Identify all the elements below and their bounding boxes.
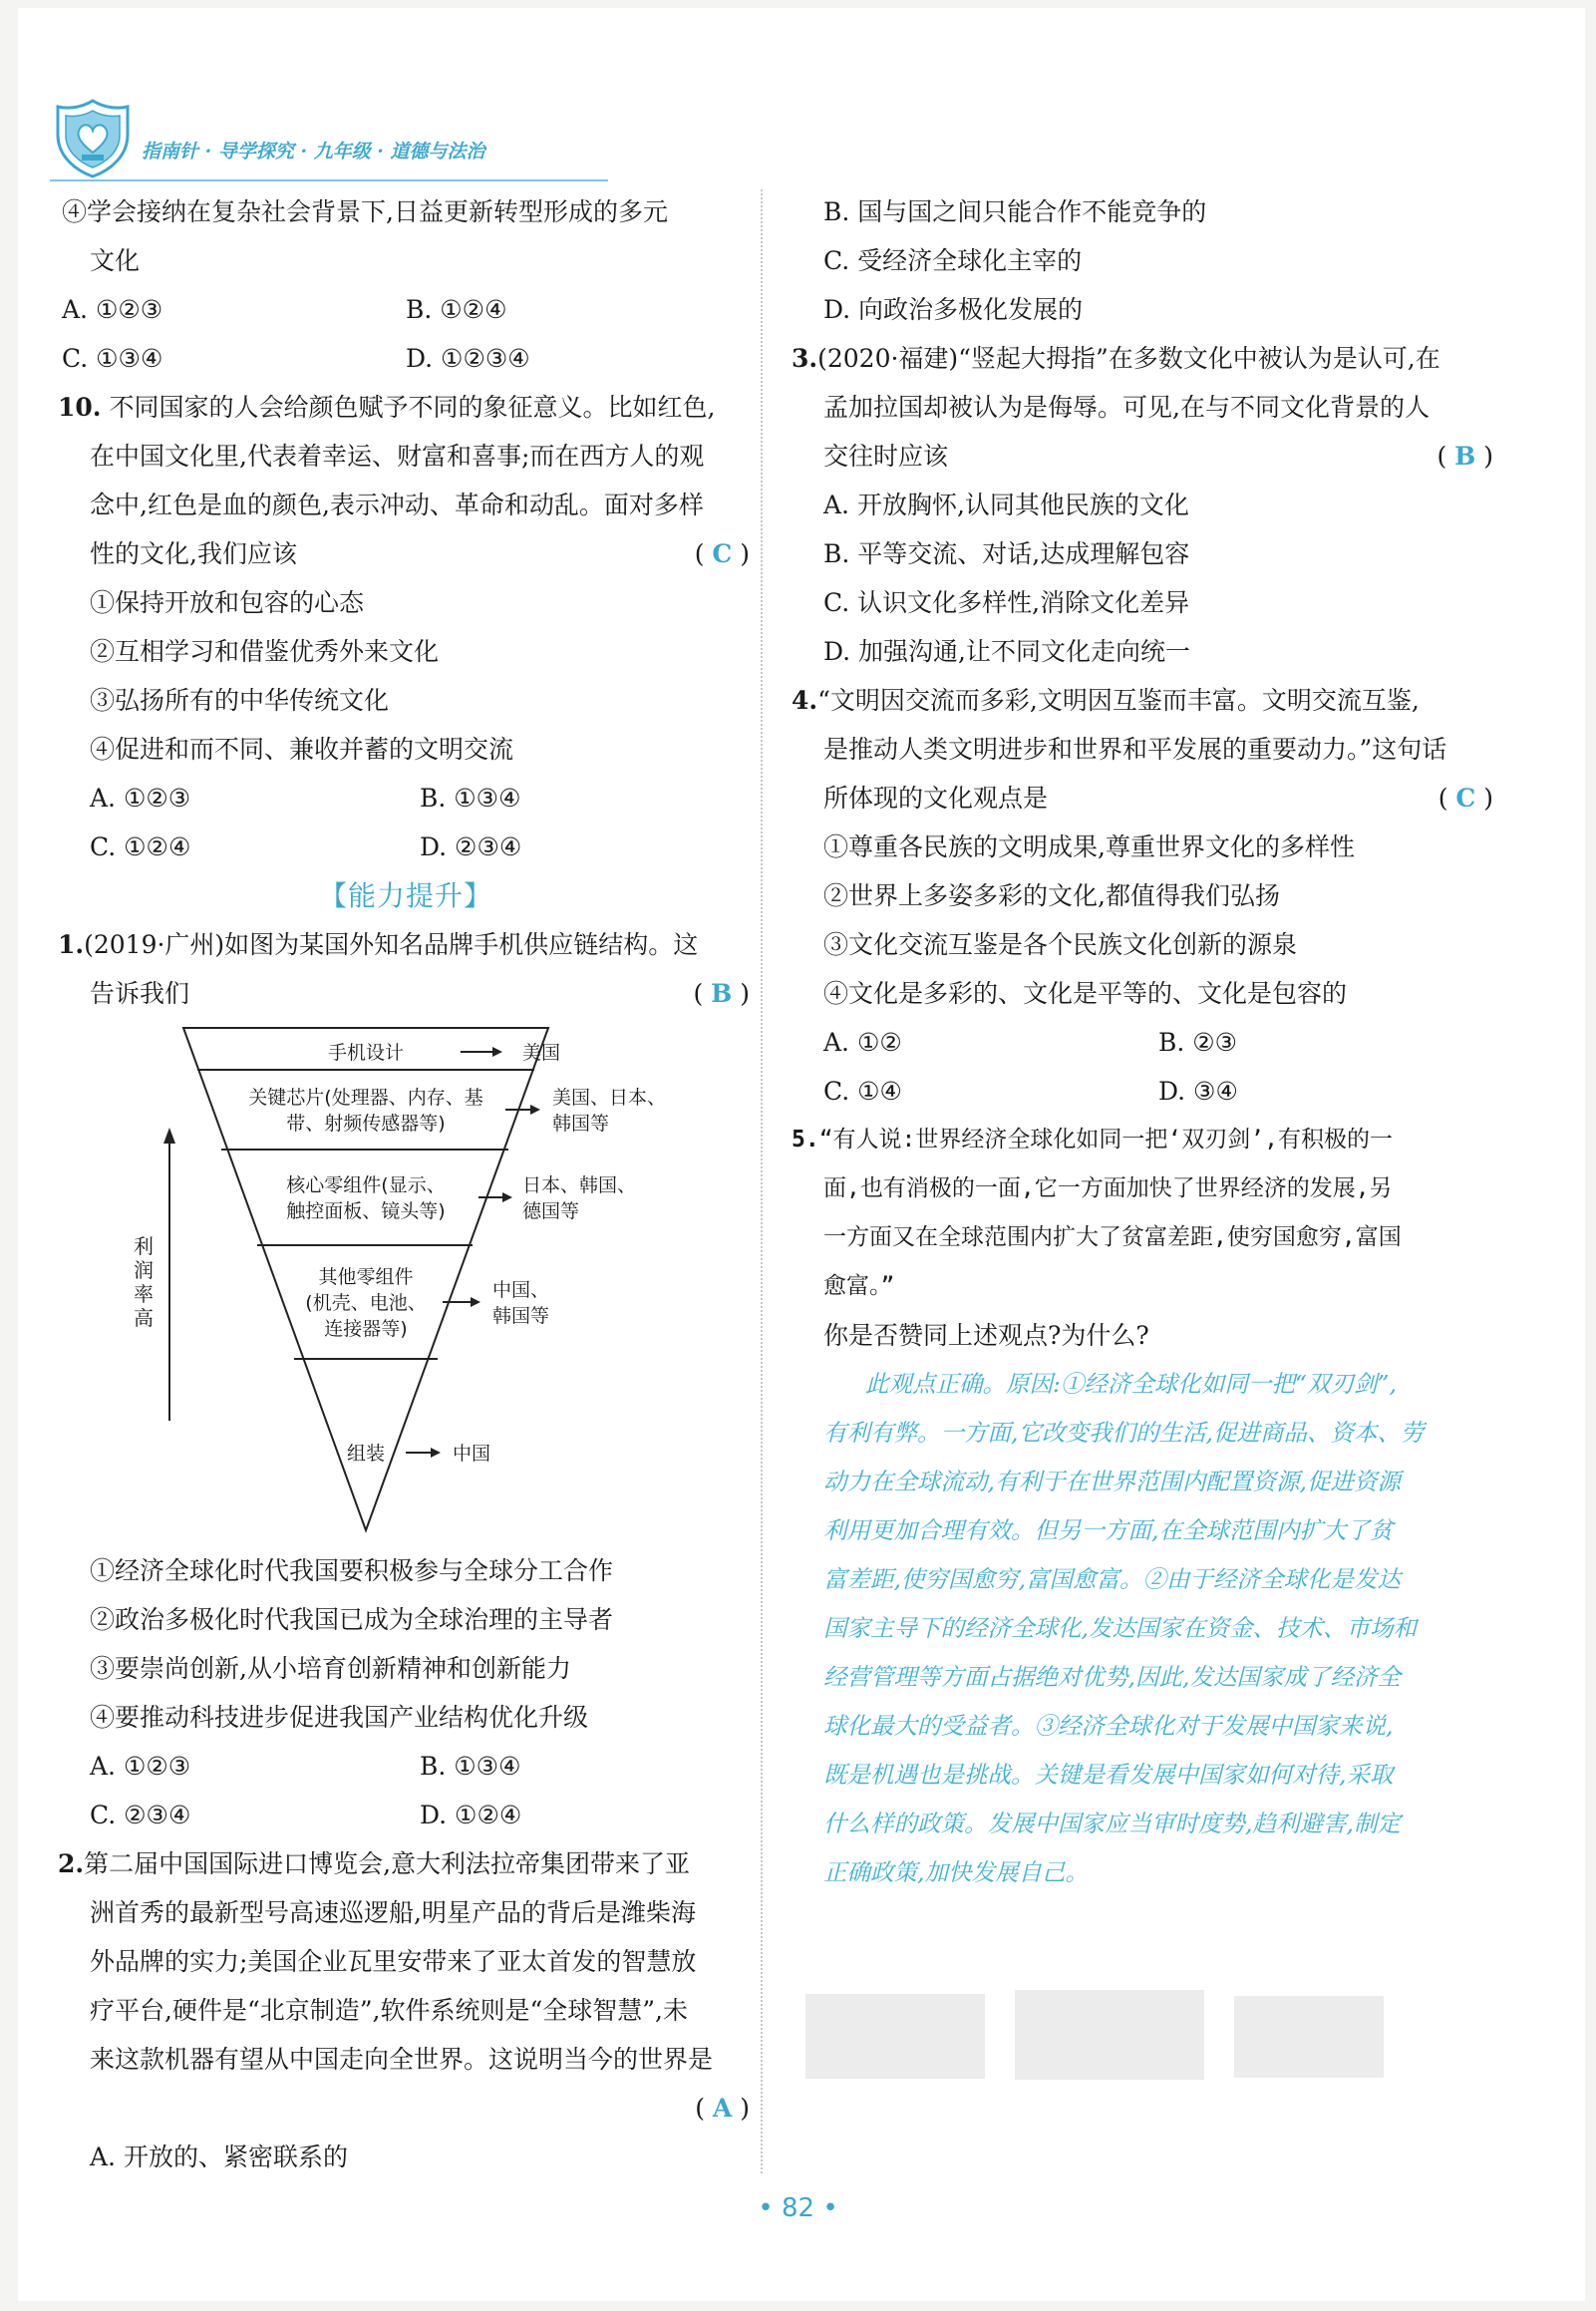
- axis-label-char: 利: [134, 1234, 154, 1258]
- q2-answer: ( A ): [695, 2094, 750, 2123]
- q5-number: 5.: [792, 1127, 819, 1153]
- q3-text-3: 交往时应该: [823, 442, 949, 471]
- q4-stem-line3: [796, 774, 1493, 823]
- layer-label-4: 其他零组件: [318, 1266, 414, 1288]
- q5-answer-line3: 动力在全球流动,有利于在世界范围内配置资源,促进资源: [823, 1468, 1401, 1495]
- layer-label-3: 核心零组件(显示、: [286, 1174, 446, 1196]
- bleed-through-images: [805, 1984, 1404, 2084]
- q10-answer-letter: C: [712, 539, 733, 568]
- q4-option-2: ②世界上多姿多彩的文化,都值得我们弘扬: [823, 881, 1280, 910]
- country-label-1: 美国: [522, 1042, 561, 1064]
- q5-answer-line6: 国家主导下的经济全球化,发达国家在资金、技术、市场和: [823, 1614, 1417, 1642]
- section-title: 【能力提升】: [318, 879, 492, 912]
- q3-choice-d: D. 加强沟通,让不同文化走向统一: [823, 637, 1190, 666]
- layer-label-5: 组装: [346, 1443, 386, 1465]
- q2-stem-line2: 洲首秀的最新型号高速巡逻船,明星产品的背后是潍柴海: [90, 1898, 696, 1927]
- q4-answer-letter: C: [1455, 784, 1476, 813]
- left-column: [58, 187, 750, 2181]
- q2-choice-c: C. 受经济全球化主宰的: [823, 246, 1083, 275]
- q3-answer: ( B ): [1436, 442, 1493, 471]
- country-label-3: 日本、韩国、: [522, 1174, 637, 1196]
- supply-chain-svg: [62, 1022, 750, 1540]
- layer-label-1: 手机设计: [327, 1042, 405, 1064]
- q4-number: 4.: [792, 686, 818, 715]
- q10-option-1: ①保持开放和包容的心态: [90, 588, 365, 617]
- q2-text-1: 第二届中国国际进口博览会,意大利法拉帝集团带来了亚: [84, 1849, 691, 1878]
- q1-stem-line2: [62, 969, 750, 1018]
- country-label-5: 中国: [453, 1443, 491, 1465]
- q1-choice-b: B. ①③④: [420, 1752, 521, 1781]
- q10-text-1: 不同国家的人会给颜色赋予不同的象征意义。比如红色,: [109, 393, 716, 422]
- q10-option-3: ③弘扬所有的中华传统文化: [90, 686, 390, 715]
- axis-label-char: 率: [134, 1282, 154, 1306]
- q1-choice-d: D. ①②④: [420, 1801, 522, 1829]
- country-label-4: 中国、: [492, 1279, 550, 1301]
- q9-choices-row1: [62, 285, 750, 334]
- q3-choice-b: B. 平等交流、对话,达成理解包容: [823, 539, 1190, 568]
- q5-answer-line2: 有利有弊。一方面,它改变我们的生活,促进商品、资本、劳: [823, 1419, 1425, 1447]
- q9-choice-d: D. ①②③④: [406, 344, 530, 373]
- q10-choice-c: C. ①②④: [90, 832, 191, 861]
- q1-number: 1.: [58, 930, 85, 959]
- q1-text-1: (2019·广州)如图为某国外知名品牌手机供应链结构。这: [84, 930, 699, 959]
- layer-label-4: (机壳、电池、: [305, 1292, 427, 1314]
- q2-number: 2.: [58, 1849, 85, 1878]
- q4-choices-row2: [796, 1067, 1493, 1116]
- q3-answer-letter: B: [1454, 442, 1476, 471]
- country-label-4: 韩国等: [492, 1305, 550, 1327]
- q5-answer-line1: 此观点正确。原因:①经济全球化如同一把“双刃剑”,: [865, 1370, 1397, 1398]
- q1-option-3: ③要崇尚创新,从小培育创新精神和创新能力: [90, 1654, 571, 1683]
- q4-answer: ( C ): [1437, 784, 1493, 813]
- q1-stem-line1: [58, 920, 750, 969]
- q2-choice-a: A. 开放的、紧密联系的: [90, 2143, 348, 2171]
- q9-option-4: ④学会接纳在复杂社会背景下,日益更新转型形成的多元: [62, 197, 668, 226]
- header-slogan: 指南针 · 导学探究 · 九年级 · 道德与法治: [142, 141, 485, 163]
- q4-stem-line1: [792, 676, 1493, 725]
- layer-label-4: 连接器等): [324, 1318, 408, 1340]
- q5-answer-line5: 富差距,使穷国愈穷,富国愈富。②由于经济全球化是发达: [823, 1565, 1401, 1593]
- q10-stem-line2: 在中国文化里,代表着幸运、财富和喜事;而在西方人的观: [90, 442, 705, 471]
- q5-answer-line8: 球化最大的受益者。③经济全球化对于发展中国家来说,: [823, 1712, 1394, 1740]
- q4-choice-b: B. ②③: [1158, 1028, 1238, 1057]
- q2-stem-line3: 外品牌的实力;美国企业瓦里安带来了亚太首发的智慧放: [90, 1947, 697, 1976]
- q9-choice-b: B. ①②④: [406, 295, 507, 324]
- q5-prompt: 你是否赞同上述观点?为什么?: [823, 1321, 1149, 1350]
- q10-option-4: ④促进和而不同、兼收并蓄的文明交流: [90, 735, 514, 764]
- layer-label-2: 带、射频传感器等): [286, 1113, 446, 1135]
- q1-text-2: 告诉我们: [90, 979, 190, 1008]
- q1-option-2: ②政治多极化时代我国已成为全球治理的主导者: [90, 1605, 614, 1634]
- q10-choices-row2: [62, 823, 750, 871]
- country-label-3: 德国等: [522, 1200, 580, 1222]
- q4-stem-line2: 是推动人类文明进步和世界和平发展的重要动力。”这句话: [823, 735, 1447, 764]
- column-divider: [761, 189, 763, 2173]
- q3-stem-line2: 孟加拉国却被认为是侮辱。可见,在与不同文化背景的人: [823, 393, 1430, 422]
- q1-answer: ( B ): [693, 979, 750, 1008]
- q9-choice-c: C. ①③④: [62, 344, 163, 373]
- q4-choice-c: C. ①④: [823, 1077, 902, 1106]
- q5-answer-line11: 正确政策,加快发展自己。: [823, 1858, 1089, 1886]
- arrow-head-icon: [530, 1105, 540, 1115]
- q10-stem-line1: [58, 383, 750, 432]
- profit-arrow-head-icon: [163, 1128, 175, 1144]
- q4-option-4: ④文化是多彩的、文化是平等的、文化是包容的: [823, 979, 1348, 1008]
- q2-stem-line1: [58, 1839, 750, 1888]
- layer-label-3: 触控面板、镜头等): [286, 1200, 446, 1222]
- q10-answer: ( C ): [694, 539, 750, 568]
- q3-text-1: (2020·福建)“竖起大拇指”在多数文化中被认为是认可,在: [817, 344, 1440, 373]
- q5-stem-line4: 愈富。”: [823, 1273, 895, 1299]
- q1-choice-c: C. ②③④: [90, 1801, 191, 1829]
- q4-choice-a: A. ①②: [823, 1028, 902, 1057]
- arrow-head-icon: [492, 1047, 502, 1057]
- q10-choice-d: D. ②③④: [420, 832, 522, 861]
- layer-label-2: 关键芯片(处理器、内存、基: [248, 1087, 483, 1109]
- q9-option-4-cont: 文化: [90, 246, 141, 275]
- supply-chain-diagram: [62, 1022, 750, 1540]
- q1-choices-row1: [62, 1742, 750, 1791]
- q2-choice-b: B. 国与国之间只能合作不能竞争的: [823, 197, 1207, 226]
- q3-stem-line3: [796, 432, 1493, 481]
- q10-stem-line3: 念中,红色是血的颜色,表示冲动、革命和动乱。面对多样: [90, 491, 704, 519]
- page-number: 82: [781, 2193, 815, 2223]
- arrow-head-icon: [502, 1192, 512, 1202]
- right-column: [792, 187, 1493, 1897]
- q2-stem-line5: 来这款机器有望从中国走向全世界。这说明当今的世界是: [90, 2045, 714, 2074]
- q10-option-2: ②互相学习和借鉴优秀外来文化: [90, 637, 440, 666]
- q5-answer-line10: 什么样的政策。发展中国家应当审时度势,趋利避害,制定: [823, 1810, 1401, 1837]
- q3-stem-line1: [792, 334, 1493, 383]
- q10-choice-b: B. ①③④: [420, 784, 521, 813]
- q5-answer-line4: 利用更加合理有效。但另一方面,在全球范围内扩大了贫: [823, 1516, 1394, 1544]
- q4-text-3: 所体现的文化观点是: [823, 784, 1049, 813]
- country-label-2: 美国、日本、: [552, 1087, 667, 1109]
- header-rule: [50, 179, 608, 181]
- axis-label-char: 高: [134, 1306, 154, 1330]
- q3-number: 3.: [792, 344, 818, 373]
- q4-text-1: “文明因交流而多彩,文明因互鉴而丰富。文明交流互鉴,: [817, 686, 1420, 715]
- arrow-head-icon: [471, 1297, 480, 1307]
- q2-answer-letter: A: [712, 2094, 733, 2123]
- q4-option-3: ③文化交流互鉴是各个民族文化创新的源泉: [823, 930, 1298, 959]
- q5-answer-line9: 既是机遇也是挑战。关键是看发展中国家如何对待,采取: [823, 1761, 1394, 1789]
- q5-stem-line3: 一方面又在全球范围内扩大了贫富差距,使穷国愈穷,富国: [823, 1224, 1402, 1250]
- axis-label-char: 润: [134, 1258, 154, 1282]
- bullet-right-icon: •: [822, 2193, 838, 2223]
- q2-choice-d: D. 向政治多极化发展的: [823, 295, 1084, 324]
- q5-stem-line2: 面,也有消极的一面,它一方面加快了世界经济的发展,另: [823, 1175, 1393, 1201]
- q1-choice-a: A. ①②③: [90, 1752, 191, 1781]
- q1-answer-letter: B: [711, 979, 733, 1008]
- q1-option-1: ①经济全球化时代我国要积极参与全球分工合作: [90, 1556, 614, 1585]
- q2-answer-row: [62, 2084, 750, 2133]
- q4-choice-d: D. ③④: [1158, 1077, 1238, 1106]
- q9-choice-a: A. ①②③: [62, 295, 163, 324]
- q10-text-4: 性的文化,我们应该: [90, 539, 297, 568]
- q5-text-1: “有人说:世界经济全球化如同一把‘双刃剑’,有积极的一: [818, 1127, 1393, 1153]
- q5-stem-line1: [792, 1116, 1493, 1164]
- shield-logo-icon: [50, 95, 136, 180]
- q4-option-1: ①尊重各民族的文明成果,尊重世界文化的多样性: [823, 832, 1355, 861]
- arrow-head-icon: [431, 1448, 441, 1458]
- q10-stem-line4: [62, 529, 750, 578]
- q10-choices-row1: [62, 774, 750, 823]
- q3-choice-c: C. 认识文化多样性,消除文化差异: [823, 588, 1190, 617]
- q1-choices-row2: [62, 1791, 750, 1839]
- q3-choice-a: A. 开放胸怀,认同其他民族的文化: [823, 491, 1189, 519]
- q5-answer-line7: 经营管理等方面占据绝对优势,因此,发达国家成了经济全: [823, 1663, 1401, 1691]
- q4-choices-row1: [796, 1018, 1493, 1067]
- bullet-left-icon: •: [758, 2193, 774, 2223]
- q1-option-4: ④要推动科技进步促进我国产业结构优化升级: [90, 1703, 589, 1732]
- q9-choices-row2: [62, 334, 750, 383]
- page-footer: [0, 2193, 1596, 2223]
- q10-choice-a: A. ①②③: [90, 784, 191, 813]
- country-label-2: 韩国等: [552, 1113, 610, 1135]
- q10-number: 10.: [58, 393, 102, 422]
- q2-stem-line4: 疗平台,硬件是“北京制造”,软件系统则是“全球智慧”,未: [90, 1996, 688, 2025]
